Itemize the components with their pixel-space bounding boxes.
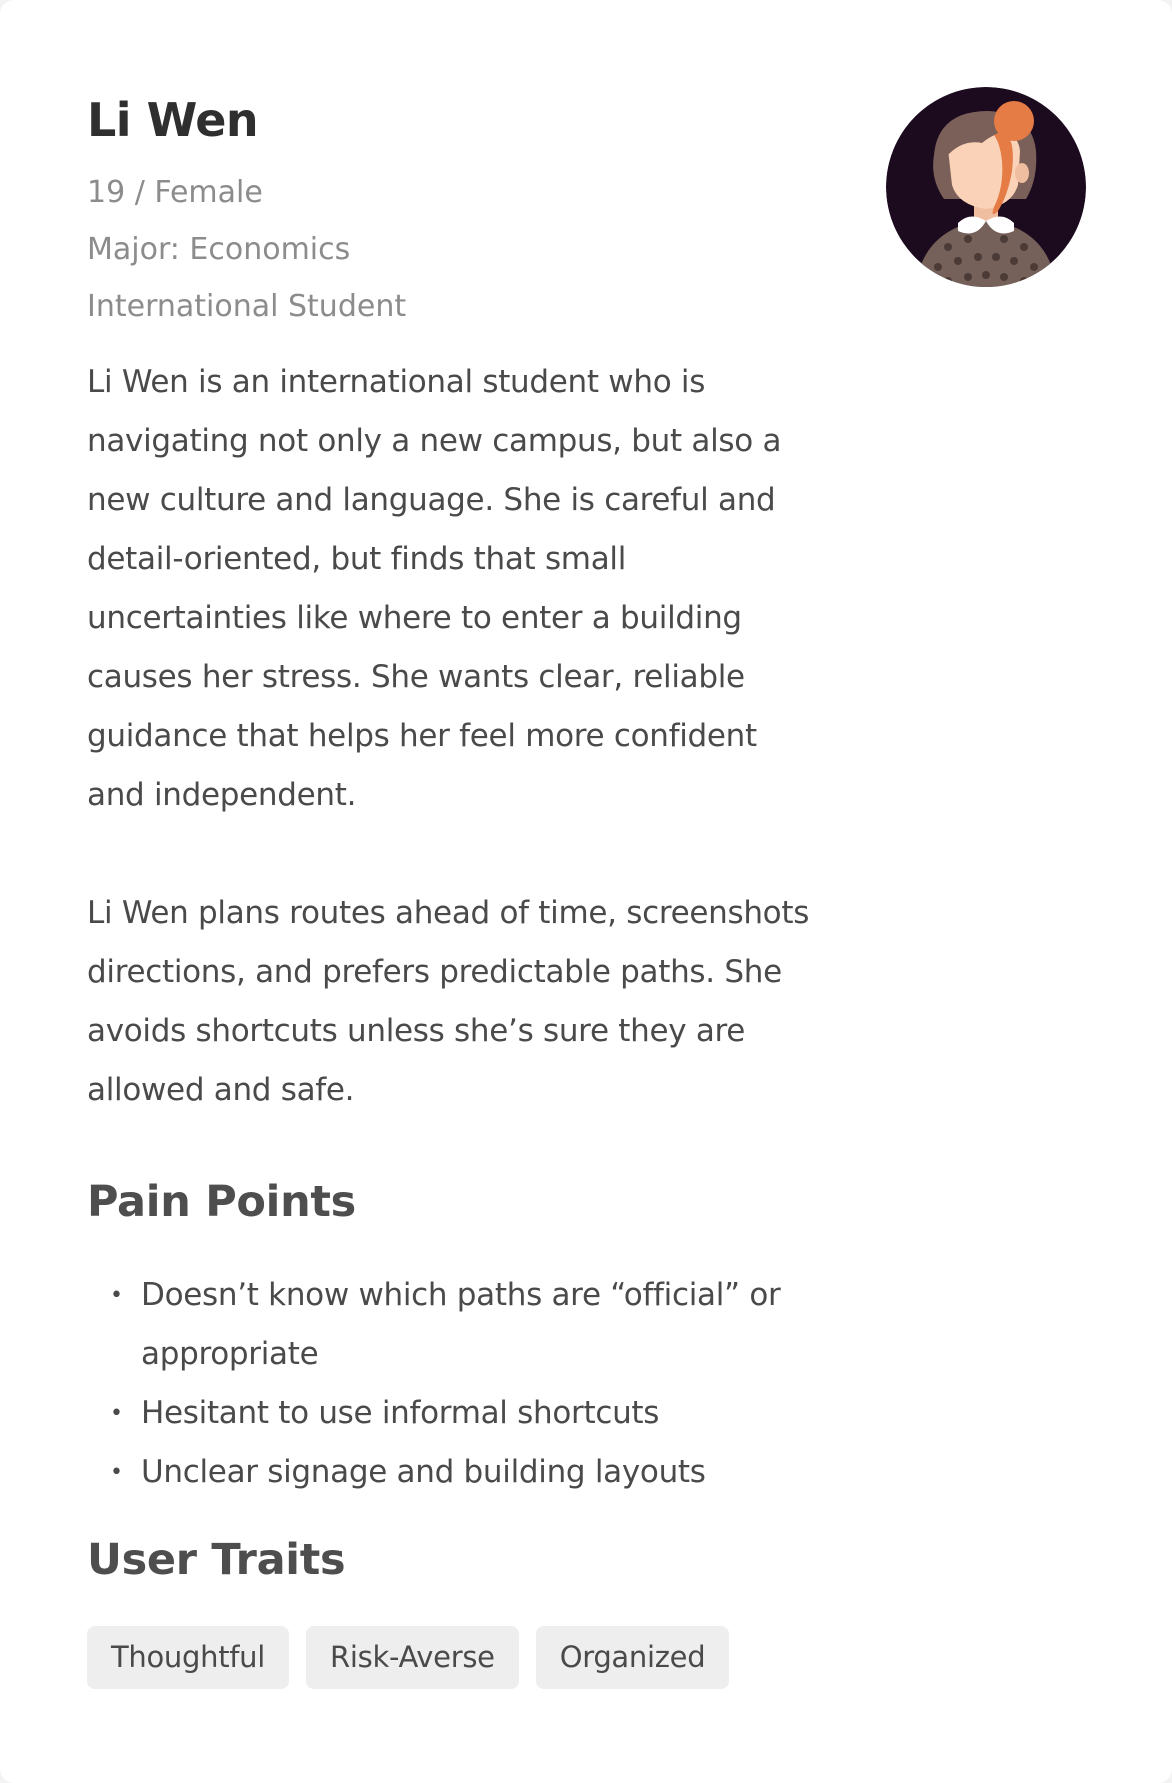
persona-name: Li Wen bbox=[87, 93, 259, 147]
pain-points-title: Pain Points bbox=[87, 1177, 356, 1227]
woman-avatar-icon bbox=[886, 87, 1086, 287]
pain-point-text: Doesn’t know which paths are “official” or appropriate bbox=[141, 1277, 781, 1372]
bullet-icon: • bbox=[110, 1460, 123, 1485]
persona-content bbox=[87, 90, 817, 1689]
persona-age-gender: 19 / Female bbox=[87, 175, 263, 210]
user-traits-title: User Traits bbox=[87, 1535, 346, 1585]
pain-point-item bbox=[87, 1443, 817, 1502]
trait-tag: Organized bbox=[536, 1626, 730, 1689]
persona-major: Major: Economics bbox=[87, 232, 351, 267]
traits-tag-list bbox=[87, 1626, 817, 1689]
persona-meta bbox=[87, 164, 817, 335]
trait-tag: Thoughtful bbox=[87, 1626, 289, 1689]
pain-point-item bbox=[87, 1384, 817, 1443]
pain-point-item bbox=[87, 1266, 817, 1384]
pain-point-text: Hesitant to use informal shortcuts bbox=[141, 1395, 660, 1431]
persona-status: International Student bbox=[87, 289, 407, 324]
bullet-icon: • bbox=[110, 1401, 123, 1426]
trait-tag: Risk-Averse bbox=[306, 1626, 519, 1689]
bio-paragraph-2: Li Wen plans routes ahead of time, screenshots directions, and prefers predictable paths. She avoids shortcuts unless she’s sure they are allowed and safe. bbox=[87, 895, 810, 1108]
bullet-icon: • bbox=[110, 1283, 123, 1308]
pain-points-list bbox=[87, 1266, 817, 1502]
bio-paragraph-1: Li Wen is an international student who is navigating not only a new campus, but also a new culture and language. She is careful and detail-oriented, but finds that small uncertainties like where to enter a building causes her stress. She wants clear, reliable guidance that helps her feel more confident and independent. bbox=[87, 364, 782, 813]
avatar bbox=[886, 87, 1086, 287]
persona-bio bbox=[87, 353, 817, 1120]
pain-point-text: Unclear signage and building layouts bbox=[141, 1454, 706, 1490]
